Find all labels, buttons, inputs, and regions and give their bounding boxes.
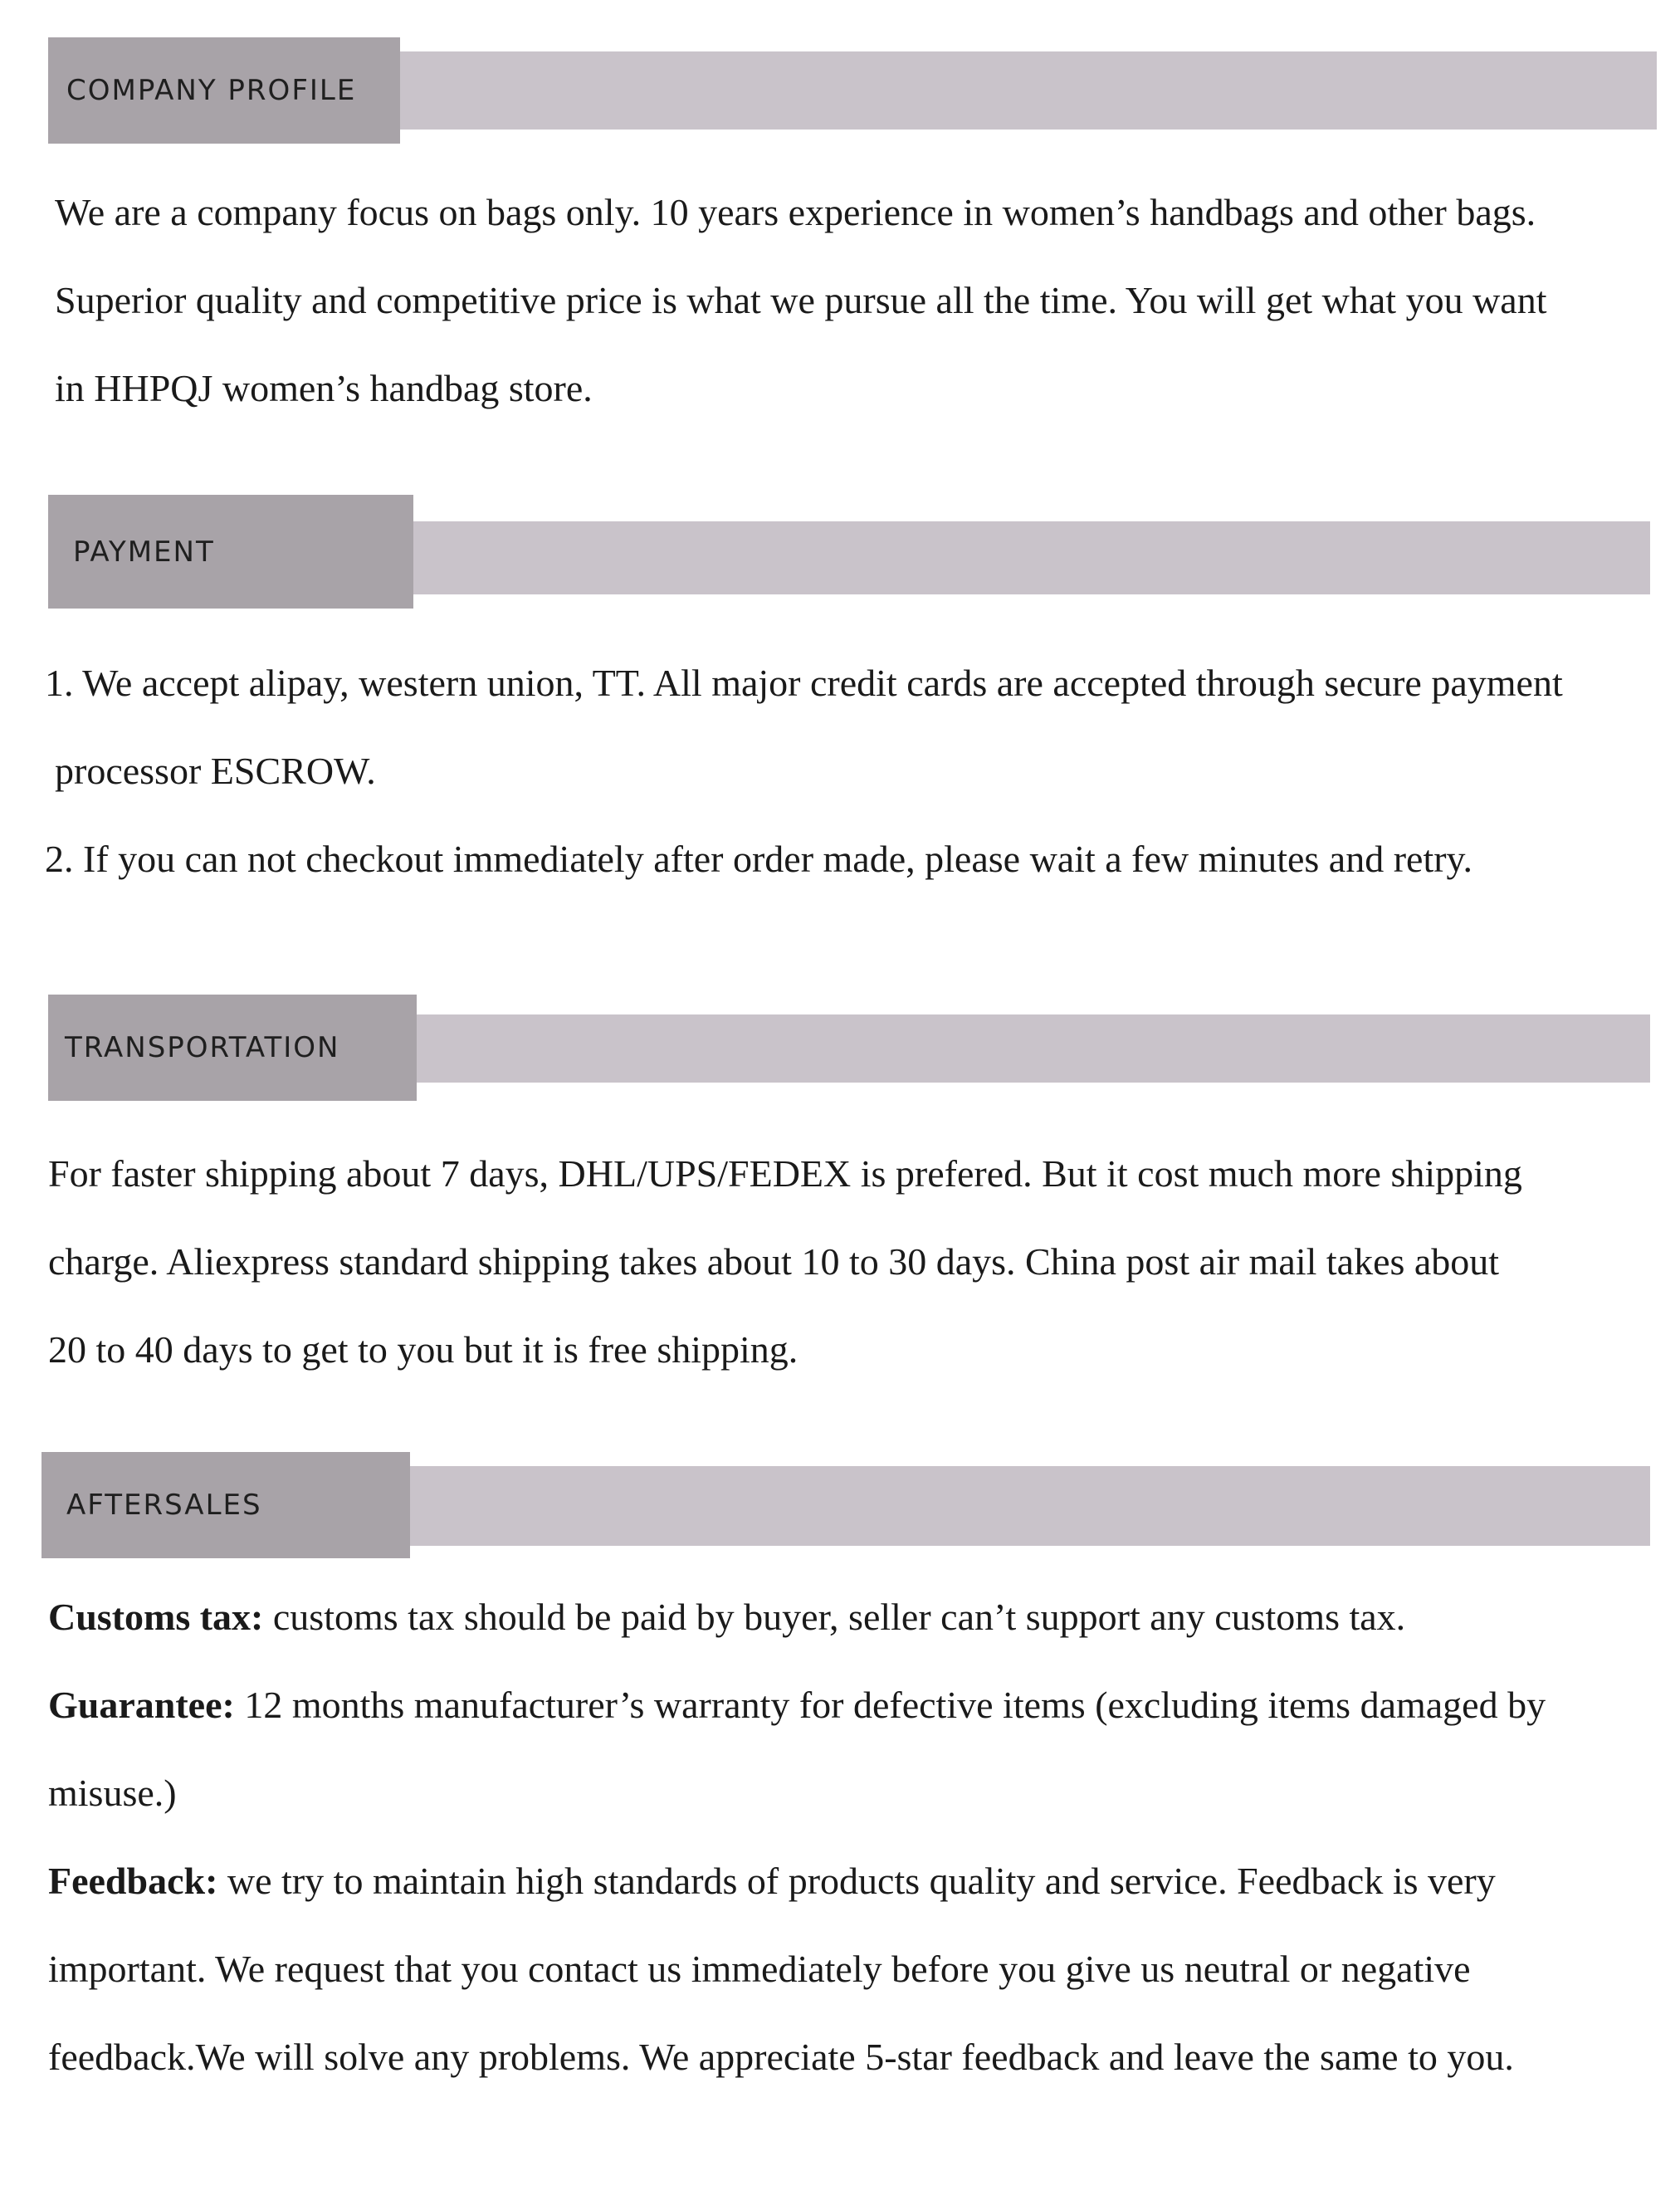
guarantee-label: Guarantee: [48,1684,235,1726]
payment-line-3: 2. If you can not checkout immediately after order made, please wait a few minutes and retry. [45,838,1473,880]
feedback-text: we try to maintain high standards of products quality and service. Feedback is very [217,1860,1496,1902]
company-profile-text [55,169,1546,433]
payment-heading-text: PAYMENT [73,535,215,569]
company-profile-line-2: Superior quality and competitive price is what we pursue all the time. You will get what you want [55,279,1547,321]
feedback-continued-1: important. We request that you contact us immediately before you give us neutral or negative [48,1948,1471,1990]
transportation-band [415,1014,1650,1083]
payment-text [45,639,1563,903]
company-profile-line-3: in HHPQJ women’s handbag store. [55,367,593,409]
customs-tax-label: Customs tax: [48,1596,264,1638]
payment-heading [48,495,413,609]
guarantee-item [48,1661,1546,1749]
payment-line-1: 1. We accept alipay, western union, TT. All major credit cards are accepted through secure payment [45,662,1563,704]
transportation-line-3: 20 to 40 days to get to you but it is free shipping. [48,1328,798,1371]
aftersales-text [48,1573,1546,2101]
feedback-label: Feedback: [48,1860,218,1902]
transportation-line-1: For faster shipping about 7 days, DHL/UPS/FEDEX is prefered. But it cost much more shipping [48,1152,1522,1195]
transportation-heading [48,995,417,1101]
company-profile-band [398,51,1657,130]
guarantee-continued: misuse.) [48,1772,177,1814]
payment-band [412,521,1650,594]
aftersales-heading [42,1452,410,1558]
aftersales-band [408,1466,1650,1546]
payment-line-2: processor ESCROW. [55,750,376,792]
company-profile-heading [48,37,400,144]
customs-tax-item [48,1573,1546,1661]
company-profile-heading-text: COMPANY PROFILE [66,74,357,107]
feedback-continued-2: feedback.We will solve any problems. We appreciate 5-star feedback and leave the same to you. [48,2036,1514,2078]
guarantee-text: 12 months manufacturer’s warranty for defective items (excluding items damaged by [234,1684,1546,1726]
company-profile-line-1: We are a company focus on bags only. 10 years experience in women’s handbags and other bags. [55,191,1536,233]
aftersales-heading-text: AFTERSALES [66,1489,262,1522]
transportation-line-2: charge. Aliexpress standard shipping takes about 10 to 30 days. China post air mail takes about [48,1240,1500,1283]
transportation-heading-text: TRANSPORTATION [65,1031,340,1064]
transportation-text [48,1130,1522,1394]
customs-tax-text: customs tax should be paid by buyer, seller can’t support any customs tax. [263,1596,1406,1638]
feedback-item [48,1837,1546,1925]
